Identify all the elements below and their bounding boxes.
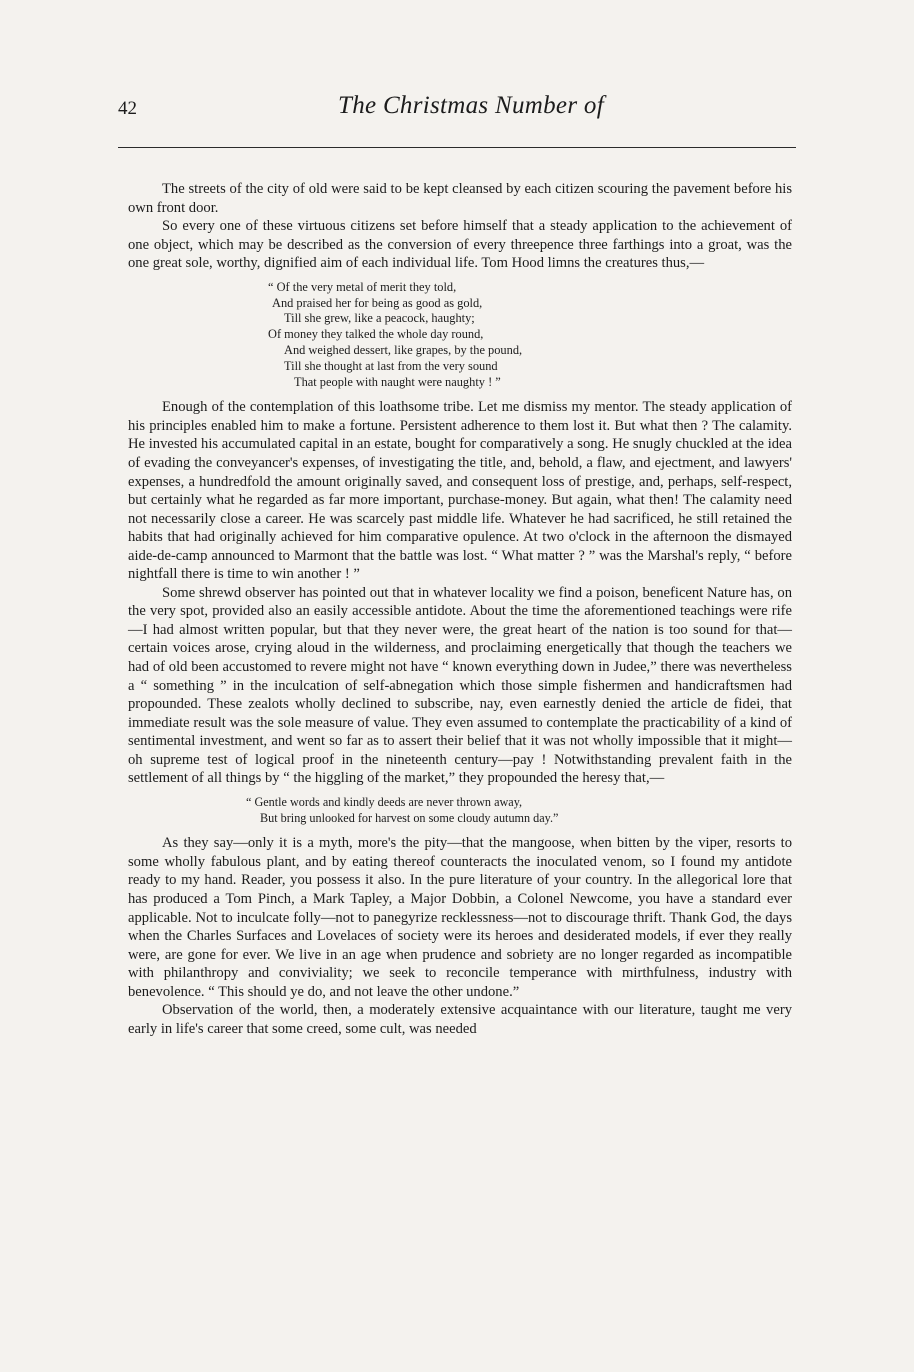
verse-line: Till she grew, like a peacock, haughty;	[284, 311, 475, 326]
verse-line: Of money they talked the whole day round,	[268, 327, 484, 342]
paragraph: Observation of the world, then, a moderately extensive acquaintance with our literature, taught me very early in life's career that some creed, some cult, was needed	[128, 1002, 792, 1037]
paragraph: So every one of these virtuous citizens set before himself that a steady application to the achievement of one object, which may be described as the conversion of every threepence three farthings into a groat, was the one great sole, worthy, dignified aim of each individual life. Tom Hood limns the creatures thus,—	[128, 218, 792, 272]
verse-line: “ Gentle words and kindly deeds are never thrown away,	[246, 794, 523, 809]
paragraph: As they say—only it is a myth, more's the pity—that the mangoose, when bitten by the viper, resorts to some wholly fabulous plant, and by eating thereof counteracts the inoculated venom, so I found my antidote ready to my hand. Reader, you possess it also. In the pure literature of your country. In the allegorical lore that has produced a Tom Pinch, a Mark Tapley, a Major Dobbin, a Colonel Newcome, you have a standard ever applicable. Not to inculcate folly—not to panegyrize recklessness—not to discourage thrift. Thank God, the days when the Charles Surfaces and Lovelaces of society were its heroes and desiderated models, if ever they really were, are gone for ever. We live in an age when prudence and sobriety are no longer regarded as incompatible with philanthropy and conviviality; we seek to reconcile temperance with mirthfulness, industry with benevolence. “ This should ye do, and not leave the other undone.”	[128, 835, 792, 1000]
verse-quote-gentle-words	[128, 795, 792, 827]
article-body	[128, 180, 792, 1038]
page-header	[118, 86, 794, 126]
paragraph: The streets of the city of old were said to be kept cleansed by each citizen scouring the pavement before his own front door.	[128, 181, 792, 216]
verse-quote-hood	[128, 280, 792, 391]
running-title: The Christmas Number of	[338, 92, 604, 119]
verse-line: And weighed dessert, like grapes, by the pound,	[284, 342, 523, 357]
verse-line: And praised her for being as good as gold,	[272, 295, 483, 310]
verse-line: But bring unlooked for harvest on some cloudy autumn day.”	[260, 810, 559, 825]
page-number: 42	[118, 98, 137, 119]
header-rule	[118, 147, 796, 148]
verse-line: “ Of the very metal of merit they told,	[268, 279, 457, 294]
verse-line: Till she thought at last from the very sound	[284, 358, 498, 373]
verse-line: That people with naught were naughty ! ”	[294, 374, 501, 389]
paragraph: Some shrewd observer has pointed out that in whatever locality we find a poison, beneficent Nature has, on the very spot, provided also an easily accessible antidote. About the time the aforementioned teachings were rife—I had almost written popular, but that they never were, the great heart of the nation is too sound for that—certain voices arose, crying aloud in the wilderness, and proclaiming energetically that though the teachers we had of old been accustomed to revere might not have “ known everything down in Judee,” there was nevertheless a “ something ” in the inculcation of self-abnegation which those simple fishermen and handicraftsmen had propounded. These zealots wholly declined to subscribe, nay, even earnestly denied the article de fidei, that immediate result was the sole measure of value. They even assumed to contemplate the practicability of a kind of sentimental investment, and went so far as to assert their belief that it was not wholly impossible that it might—oh supreme test of logical proof in the nineteenth century—pay ! Notwithstanding prevalent faith in the settlement of all things by “ the higgling of the market,” they propounded the heresy that,—	[128, 584, 792, 787]
paragraph: Enough of the contemplation of this loathsome tribe. Let me dismiss my mentor. The steady application of his principles enabled him to make a fortune. Persistent adherence to them lost it. But what then ? The calamity. He invested his accumulated capital in an estate, bought for comparatively a song. He snugly chuckled at the idea of evading the conveyancer's expenses, of investigating the title, and, behold, a flaw, and ejectment, and lawyers' expenses, a hundredfold the amount originally saved, and consequent loss of prestige, and, perhaps, self-respect, but certainly what he regarded as far more important, purchase-money. But again, what then! The calamity need not necessarily close a career. He was scarcely past middle life. Whatever he had sacrificed, he still retained the habits that had originally achieved for him comparative opulence. At two o'clock in the afternoon the dismayed aide-de-camp announced to Marmont that the battle was lost. “ What matter ? ” was the Marshal's reply, “ before nightfall there is time to win another ! ”	[128, 399, 792, 583]
